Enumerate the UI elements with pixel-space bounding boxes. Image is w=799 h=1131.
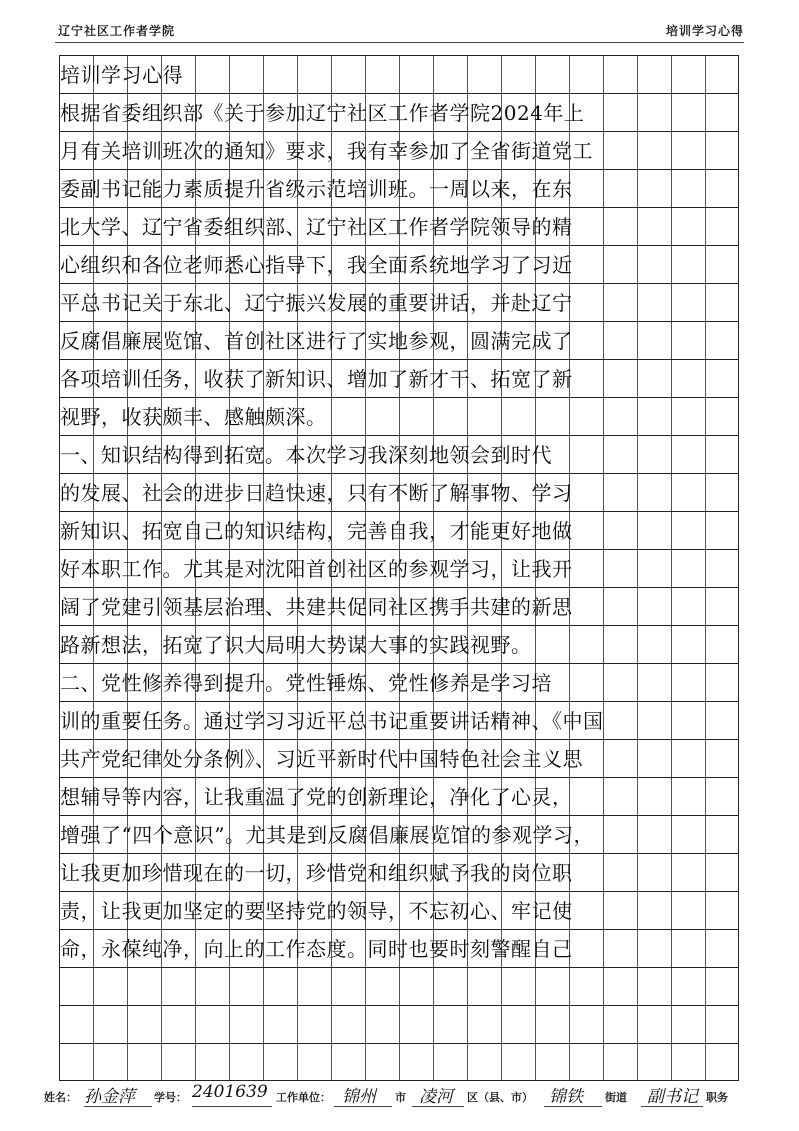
name-value: 孙金萍	[84, 1087, 135, 1107]
name-label: 姓名：	[44, 1091, 77, 1104]
text-line: 责，让我更加坚定的要坚持党的领导，不忘初心、牢记使	[60, 899, 573, 923]
position-underline	[641, 1106, 703, 1107]
text-line: 北大学、辽宁省委组织部、辽宁社区工作者学院领导的精	[60, 215, 573, 239]
street-value: 锦铁	[549, 1087, 583, 1107]
text-line: 增强了“四个意识”。尤其是到反腐倡廉展览馆的参观学习，	[60, 823, 594, 847]
text-line: 二、党性修养得到提升。党性锤炼、党性修养是学习培	[60, 671, 552, 695]
city-underline	[334, 1106, 392, 1107]
text-line: 命，永葆纯净，向上的工作态度。同时也要时刻警醒自己	[60, 937, 573, 961]
manuscript-grid-paper	[59, 55, 739, 1081]
text-line: 训的重要任务。通过学习习近平总书记重要讲话精神、《中国	[60, 709, 604, 733]
text-line: 让我更加珍惜现在的一切，珍惜党和组织赋予我的岗位职	[60, 861, 573, 885]
student-id-value: 2401639	[192, 1082, 268, 1102]
position-label: 职务	[706, 1091, 728, 1104]
street-underline	[544, 1106, 602, 1107]
text-line: 委副书记能力素质提升省级示范培训班。一周以来，在东	[60, 177, 573, 201]
text-line: 想辅导等内容，让我重温了党的创新理论，净化了心灵，	[60, 785, 573, 809]
text-line: 好本职工作。尤其是对沈阳首创社区的参观学习，让我开	[60, 557, 573, 581]
text-line: 心组织和各位老师悉心指导下，我全面系统地学习了习近	[60, 253, 573, 277]
text-line: 根据省委组织部《关于参加辽宁社区工作者学院2024年上	[60, 101, 585, 125]
street-label: 街道	[605, 1091, 627, 1104]
city-value: 锦州	[342, 1087, 376, 1107]
text-line: 各项培训任务，收获了新知识、增加了新才干、拓宽了新	[60, 367, 573, 391]
text-line: 视野，收获颇丰、感触颇深。	[60, 405, 327, 429]
text-line: 平总书记关于东北、辽宁振兴发展的重要讲话，并赴辽宁	[60, 291, 573, 315]
text-line: 反腐倡廉展览馆、首创社区进行了实地参观，圆满完成了	[60, 329, 573, 353]
org-header: 辽宁社区工作者学院	[58, 24, 176, 38]
essay-title: 培训学习心得	[60, 63, 183, 87]
doc-type-header: 培训学习心得	[665, 24, 744, 38]
text-line: 新知识、拓宽自己的知识结构，完善自我，才能更好地做	[60, 519, 573, 543]
text-line: 共产党纪律处分条例》、习近平新时代中国特色社会主义思	[60, 747, 583, 771]
text-line: 一、知识结构得到拓宽。本次学习我深刻地领会到时代	[60, 443, 552, 467]
district-underline	[412, 1106, 464, 1107]
text-line: 阔了党建引领基层治理、共建共促同社区携手共建的新思	[60, 595, 573, 619]
student-id-label: 学号：	[154, 1091, 187, 1104]
district-label: 区（县、市）	[467, 1091, 533, 1104]
text-line: 的发展、社会的进步日趋快速，只有不断了解事物、学习	[60, 481, 573, 505]
work-unit-label: 工作单位：	[276, 1091, 331, 1104]
text-line: 月有关培训班次的通知》要求，我有幸参加了全省街道党工	[60, 139, 593, 163]
name-underline	[84, 1106, 152, 1107]
district-value: 凌河	[419, 1087, 453, 1107]
footer-info	[44, 1082, 759, 1112]
student-id-underline	[192, 1106, 272, 1107]
city-label: 市	[395, 1091, 406, 1104]
header-rule	[55, 42, 744, 43]
position-value: 副书记	[647, 1087, 698, 1107]
text-line: 路新想法，拓宽了识大局明大势谋大事的实践视野。	[60, 633, 532, 657]
